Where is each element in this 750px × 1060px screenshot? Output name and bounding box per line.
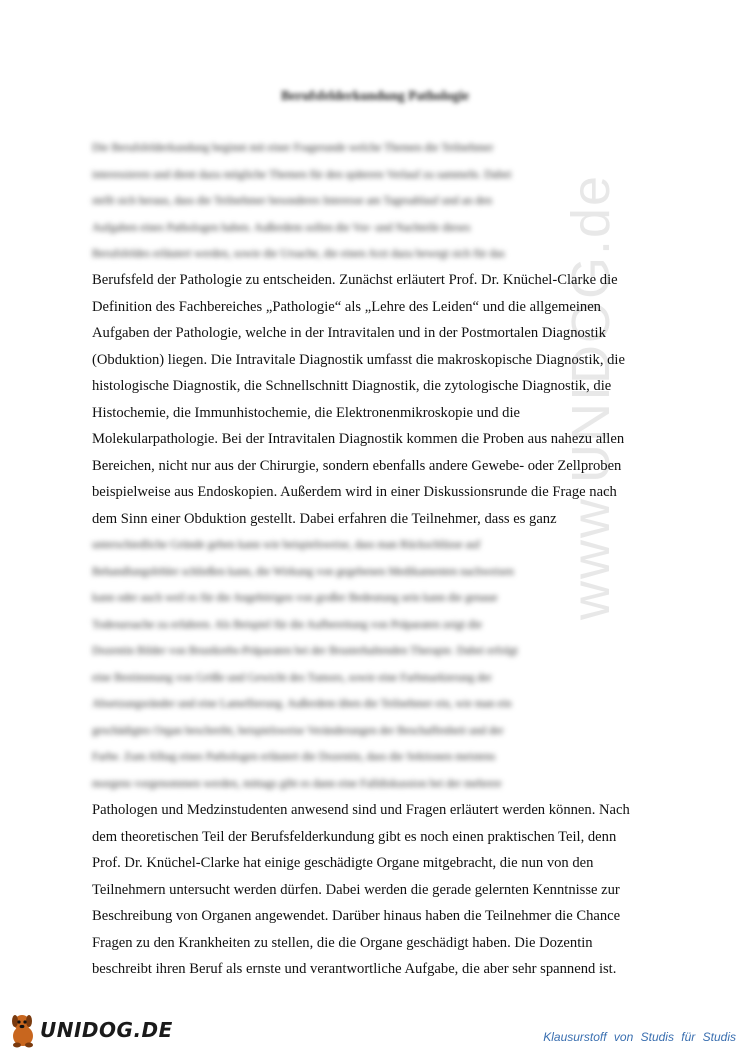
text-line: (Obduktion) liegen. Die Intravitale Diagnostik umfasst die makroskopische Diagnostik, die — [92, 351, 625, 368]
text-line: Molekularpathologie. Bei der Intravitalen Diagnostik kommen die Proben aus nahezu allen — [92, 431, 625, 447]
text-line: Todesursache zu erfahren. Als Beispiel für die Aufbereitung von Präparaten zeigt die — [92, 618, 483, 631]
text-line: Teilnehmern untersucht werden dürfen. Dabei werden die gerade gelernten Kenntnisse zur — [92, 881, 620, 898]
text-line: Aufgaben eines Pathologen haben. Außerdem sollen die Vor- und Nachteile dieses — [92, 221, 471, 234]
text-line: dem Sinn einer Obduktion gestellt. Dabei erfahren die Teilnehmer, dass es ganz — [92, 510, 557, 527]
text-line: Berufsfeld der Pathologie zu entscheiden. Zunächst erläutert Prof. Dr. Knüchel-Clarke die — [92, 272, 618, 288]
text-line: eine Bestimmung von Größe und Gewicht des Tumors, sowie eine Farbmarkierung der — [92, 671, 492, 684]
text-line: Fragen zu den Krankheiten zu stellen, die die Organe geschädigt haben. Die Dozentin — [92, 934, 593, 951]
text-line: unterschiedliche Gründe geben kann wie beispielsweise, dass man Rückschlüsse auf — [92, 539, 481, 551]
unidog-logo[interactable] — [8, 1010, 173, 1050]
text-line: Absetzungsränder und eine Lamellierung. Außerdem üben die Teilnehmer ein, wie man ein — [92, 698, 512, 710]
visible-paragraph-2 — [92, 797, 652, 983]
text-line: Dozentin Bilder von Brustkrebs-Präparaten bei der Brusterhaltenden Therapie. Dabei erfolgt — [92, 645, 518, 657]
text-line: Die Berufsfelderkundung beginnt mit einer Fragerunde welche Themen die Teilnehmer — [92, 142, 494, 154]
document-title: Berufsfelderkundung Pathologie — [281, 88, 469, 103]
watermark: www.UNIDOG.de — [561, 173, 621, 620]
text-line: histologische Diagnostik, die Schnellschnitt Diagnostik, die zytologische Diagnostik, die — [92, 378, 612, 394]
text-line: Pathologen und Medzinstudenten anwesend sind und Fragen erläutert werden können. Nach — [92, 802, 630, 818]
text-line: kann oder auch weil es für die Angehörigen von großer Bedeutung sein kann die genaue — [92, 592, 498, 604]
text-line: interessieren und dient dazu mögliche Themen für den späteren Verlauf zu sammeln. Dabei — [92, 168, 512, 181]
text-line: geschädigtes Organ beschreibt, beispielsweise Veränderungen der Beschaffenheit und der — [92, 724, 504, 737]
text-line: Histochemie, die Immunhistochemie, die Elektronenmikroskopie und die — [92, 404, 520, 421]
text-line: dem theoretischen Teil der Berufsfelderkundung gibt es noch einen praktischen Teil, denn — [92, 828, 617, 845]
text-line: beschreibt ihren Beruf als ernste und verantwortliche Aufgabe, die aber sehr spannend ist. — [92, 961, 617, 977]
text-line: Bereichen, nicht nur aus der Chirurgie, sondern ebenfalls andere Gewebe- oder Zellproben — [92, 457, 622, 474]
footer-claim: Klausurstoff von Studis für Studis — [543, 1030, 736, 1044]
text-line: Definition des Fachbereiches „Pathologie“ als „Lehre des Leiden“ und die allgemeinen — [92, 298, 601, 315]
text-line: Aufgaben der Pathologie, welche in der Intravitalen und in der Postmortalen Diagnostik — [92, 325, 606, 341]
text-line: stellt sich heraus, dass die Teilnehmer besonderes Interesse am Tagesablauf und an den — [92, 195, 493, 207]
dog-mascot-icon — [8, 1012, 38, 1048]
text-line: Berufsfeldes erläutert werden, sowie die Ursache, die einen Arzt dazu bewegt sich für das — [92, 248, 505, 260]
text-line: beispielweise aus Endoskopien. Außerdem wird in einer Diskussionsrunde die Frage nach — [92, 484, 617, 500]
logo-text: UNIDOG.DE — [40, 1018, 173, 1042]
blurred-paragraph-top — [92, 135, 652, 268]
text-line: Beschreibung von Organen angewendet. Darüber hinaus haben die Teilnehmer die Chance — [92, 908, 621, 924]
visible-paragraph-1 — [92, 267, 652, 532]
text-line: Behandlungsfehler schließen kann, die Wirkung von gegebenen Medikamenten nachweisen — [92, 565, 514, 578]
text-line: morgens vorgenommen werden, mittags gibt es dann eine Falldiskussion bei der mehrere — [92, 777, 502, 790]
blurred-paragraph-middle — [92, 532, 652, 797]
text-line: Farbe. Zum Alltag eines Pathologen erläutert die Dozentin, dass die Sektionen meistens — [92, 751, 496, 763]
text-line: Prof. Dr. Knüchel-Clarke hat einige geschädigte Organe mitgebracht, die nun von den — [92, 855, 594, 871]
